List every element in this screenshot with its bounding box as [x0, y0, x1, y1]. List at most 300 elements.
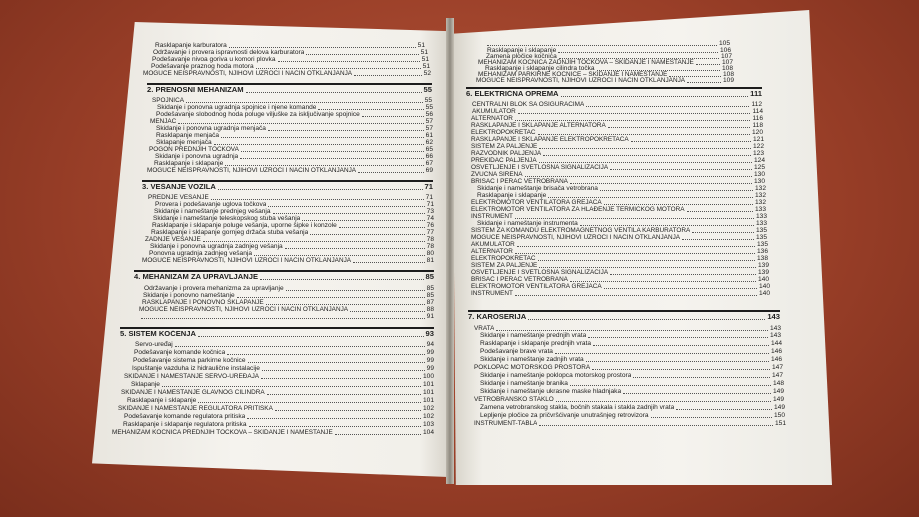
toc-entry — [134, 349, 434, 356]
dot-leader — [586, 361, 769, 362]
toc-entry-title: SPOJNICA — [152, 97, 184, 104]
toc-entry — [139, 313, 434, 320]
toc-page-number: 138 — [756, 255, 768, 262]
toc-entry — [152, 222, 434, 229]
dot-leader — [246, 92, 422, 93]
toc-entry — [155, 201, 434, 208]
toc-entry — [121, 389, 434, 396]
dot-leader — [221, 137, 424, 138]
toc-entry — [471, 269, 769, 276]
dot-leader — [570, 183, 752, 184]
dot-leader — [358, 172, 424, 173]
toc-entry-title: Servo-uređaj — [135, 341, 173, 348]
toc-entry-title: 2. PRENOSNI MEHANIZAM — [147, 86, 244, 94]
toc-entry-title: INSTRUMENT — [471, 290, 513, 297]
toc-entry-title: ZVUČNA SIRENA — [471, 171, 523, 178]
toc-entry-title: VRATA — [474, 325, 495, 332]
chapter-rule — [147, 83, 432, 85]
dot-leader — [214, 144, 424, 145]
toc-entry-title: Podešavanje sistema parkirne kočnice — [133, 357, 246, 364]
toc-entry-title: Podešavanje slobodnog hoda poluge viljuške za isključivanje spojnice — [156, 111, 360, 118]
dot-leader — [310, 234, 424, 235]
toc-entry — [471, 276, 769, 283]
toc-entry-title: MEHANIZAM PARKIRNE KOČNICE – SKIDANJE I NAMEŠTANJE — [478, 71, 668, 78]
toc-entry-title: Skidanje i ponovno nameštanje — [143, 292, 235, 299]
dot-leader — [515, 295, 757, 296]
toc-entry — [471, 227, 767, 234]
toc-entry — [471, 213, 767, 220]
toc-page-number: 99 — [426, 365, 434, 372]
dot-leader — [593, 345, 769, 346]
toc-page-number: 62 — [425, 139, 433, 146]
toc-entry — [485, 40, 730, 47]
toc-entry-title: ALTERNATOR — [471, 248, 513, 255]
dot-leader — [266, 304, 425, 305]
toc-page-number: 67 — [425, 160, 433, 167]
dot-leader — [362, 116, 424, 117]
toc-entry-title: Skidanje i nameštanje prednjeg vešanja — [154, 208, 271, 215]
toc-entry — [480, 332, 781, 339]
dot-leader — [586, 106, 749, 107]
chapter-heading — [134, 273, 434, 281]
dot-leader — [261, 378, 421, 379]
toc-entry — [471, 171, 765, 178]
toc-page-number: 143 — [769, 332, 781, 339]
dot-leader — [539, 162, 752, 163]
dot-leader — [285, 248, 425, 249]
toc-page-number: 101 — [422, 389, 434, 396]
toc-entry — [471, 199, 766, 206]
toc-entry-title: SISTEM ZA PALJENJE — [471, 143, 538, 150]
toc-entry — [471, 115, 763, 122]
toc-entry — [145, 236, 434, 243]
toc-entry-title: 6. ELEKTRIČNA OPREMA — [466, 90, 559, 98]
toc-page-number: 132 — [754, 185, 766, 192]
dot-leader — [268, 130, 424, 131]
dot-leader — [268, 206, 424, 207]
toc-entry — [123, 421, 434, 428]
toc-entry-title: ALTERNATOR — [471, 115, 513, 122]
dot-leader — [610, 169, 752, 170]
toc-entry — [471, 283, 770, 290]
dot-leader — [335, 434, 421, 435]
dot-leader — [198, 336, 424, 337]
dot-leader — [227, 354, 424, 355]
toc-entry-title: MOGUĆE NEISPRAVNOSTI, NJIHOVI UZROCI I NAČIN OTKLANJANJA — [471, 234, 681, 241]
toc-entry — [477, 220, 767, 227]
toc-entry-title: SISTEM ZA PALJENJE — [471, 262, 538, 269]
toc-entry — [149, 250, 434, 257]
toc-entry — [480, 388, 784, 395]
toc-entry-title: MENJAČ — [150, 118, 177, 125]
toc-entry — [139, 306, 434, 313]
dot-leader — [543, 155, 751, 156]
toc-entry-title: Rasklapanje i sklapanje gornjeg držača stuba vešanja — [151, 229, 309, 236]
toc-page-number: 93 — [425, 329, 434, 338]
toc-entry-title: Rasklapanje i sklapanje regulatora pritiska — [123, 421, 247, 428]
dot-leader — [525, 176, 752, 177]
toc-entry — [143, 292, 434, 299]
chapter-heading — [147, 86, 432, 94]
toc-entry-title: OSVETLJENJE I SVETLOSNA SIGNALIZACIJA — [471, 269, 609, 276]
toc-page-number: 147 — [771, 364, 783, 371]
toc-entry-title: Skidanje i nameštanje ukrasne maske hladnjaka — [480, 388, 622, 395]
dot-leader — [353, 262, 425, 263]
toc-entry-title: Rasklapanje i sklapanje — [487, 47, 557, 54]
toc-entry — [152, 97, 432, 104]
toc-entry — [471, 178, 765, 185]
toc-entry — [471, 150, 764, 157]
toc-entry — [154, 208, 434, 215]
dot-leader — [676, 409, 772, 410]
toc-page-number: 143 — [767, 312, 780, 321]
toc-entry-title: Skidanje i nameštanje instrumenta — [477, 220, 578, 227]
toc-entry-title: SISTEM ZA KOMANDU ELEKTROMAGNETNOG VENTILA KARBURATORA — [471, 227, 691, 234]
toc-page-number: 107 — [720, 53, 732, 60]
toc-entry — [151, 229, 434, 236]
toc-entry-title: ZADNJE VEŠANJE — [145, 236, 201, 243]
toc-entry-title: Skidanje i ponovna ugradnja menjača — [156, 125, 266, 132]
toc-page-number: 99 — [426, 357, 434, 364]
toc-entry-title: Rasklapanje i sklapanje cilindra točka — [485, 65, 595, 72]
toc-entry — [480, 372, 783, 379]
toc-entry-title: Podešavanje komande regulatora pritiska — [124, 413, 246, 420]
dot-leader — [556, 401, 771, 402]
toc-page-number: 51 — [420, 49, 428, 56]
dot-leader — [350, 311, 425, 312]
toc-entry-title: 7. KAROSERIJA — [468, 313, 527, 321]
toc-entry-title: RAZVODNIK PALJENJA — [471, 150, 542, 157]
dot-leader — [339, 227, 425, 228]
toc-page-number: 120 — [751, 129, 763, 136]
dot-leader — [487, 45, 717, 46]
toc-entry — [124, 373, 434, 380]
toc-entry-title: AKUMULATOR — [472, 108, 516, 115]
toc-page-number: 143 — [769, 325, 781, 332]
toc-page-number: 55 — [425, 104, 433, 111]
toc-page-number: 140 — [757, 276, 769, 283]
toc-entry — [147, 167, 433, 174]
dot-leader — [651, 417, 772, 418]
toc-entry-title: Lepljenje pločice za pričvršćivanje unutrašnjeg retrovizora — [480, 412, 649, 419]
toc-page-number: 122 — [752, 143, 764, 150]
dot-leader — [278, 61, 420, 62]
toc-entry-title: RASKLAPANJE I PONOVNO SKLAPANJE — [142, 299, 264, 306]
toc-entry — [150, 243, 434, 250]
toc-page-number: 66 — [425, 153, 433, 160]
toc-entry-title: OSVETLJENJE I SVETLOSNA SIGNALIZACIJA — [471, 164, 609, 171]
toc-page-number: 76 — [426, 222, 434, 229]
dot-leader — [256, 68, 421, 69]
toc-entry — [474, 420, 786, 427]
toc-entry-title: ELEKTROPOKRETAČ — [471, 255, 536, 262]
toc-entry-title: Sklapanje — [131, 381, 160, 388]
toc-entry-title: Zamena vetrobranskog stakla, bočnih stakala i stakla zadnjih vrata — [480, 404, 675, 411]
toc-entry-title: 3. VEŠANJE VOZILA — [142, 183, 216, 191]
dot-leader — [496, 330, 768, 331]
toc-entry — [148, 194, 433, 201]
toc-entry — [471, 290, 770, 297]
toc-entry-title: Skidanje i ponovna ugradnja — [155, 153, 239, 160]
dot-leader — [592, 369, 770, 370]
toc-entry-title: Rasklapanje i sklapanje — [127, 397, 197, 404]
dot-leader — [687, 211, 753, 212]
dot-leader — [254, 255, 425, 256]
toc-entry-title: VETROBRANSKO STAKLO — [474, 396, 554, 403]
toc-entry — [142, 299, 434, 306]
toc-entry — [471, 262, 769, 269]
dot-leader — [600, 190, 753, 191]
toc-entry — [477, 185, 766, 192]
dot-leader — [247, 418, 421, 419]
toc-page-number: 147 — [771, 372, 783, 379]
toc-entry-title: MEHANIZAM KOČNICA PREDNJIH TOČKOVA – SKIDANJE I NAMEŠTANJE — [112, 429, 333, 436]
toc-entry — [480, 348, 782, 355]
toc-entry-title: PREDNJE VEŠANJE — [148, 194, 209, 201]
toc-page-number: 80 — [426, 250, 434, 257]
toc-page-number: 101 — [422, 381, 434, 388]
toc-entry-title: PREKIDAČ PALJENJA — [471, 157, 537, 164]
dot-leader — [141, 318, 425, 319]
toc-entry — [474, 396, 784, 403]
toc-page-number: 151 — [774, 420, 786, 427]
dot-leader — [515, 218, 754, 219]
toc-entry — [149, 146, 433, 153]
toc-entry-title: Provera i podešavanje uglova točkova — [155, 201, 267, 208]
toc-page-number: 87 — [426, 299, 434, 306]
toc-page-number: 55 — [423, 85, 432, 94]
dot-leader — [538, 134, 750, 135]
toc-entry — [144, 285, 434, 292]
toc-entry — [471, 241, 768, 248]
toc-page-number: 148 — [772, 380, 784, 387]
dot-leader — [604, 204, 753, 205]
dot-leader — [518, 113, 751, 114]
toc-page-number: 94 — [426, 341, 434, 348]
toc-page-number: 124 — [753, 157, 765, 164]
dot-leader — [306, 54, 418, 55]
toc-page-number: 135 — [756, 241, 768, 248]
dot-leader — [570, 385, 771, 386]
chapter-heading — [466, 90, 762, 98]
toc-entry-title: INSTRUMENT — [471, 213, 513, 220]
toc-page-number: 55 — [424, 97, 432, 104]
toc-entry-title: Ispuštanje vazduha iz hidraulične instalacije — [132, 365, 260, 372]
toc-page-number: 107 — [721, 59, 733, 66]
toc-entry-title: ELEKTROPOKRETAČ — [471, 129, 536, 136]
chapter-heading — [468, 313, 780, 321]
toc-entry-title: Skidanje i nameštanje prednjih vrata — [480, 332, 587, 339]
toc-entry-title: MOGUĆE NEISPRAVNOSTI, NJIHOVI UZROCI I NAČIN OTKLANJANJA — [143, 70, 353, 77]
dot-leader — [273, 213, 425, 214]
toc-entry-title: Održavanje i provera ispravnosti delova karburatora — [153, 49, 305, 56]
dot-leader — [631, 141, 751, 142]
dot-leader — [528, 319, 765, 320]
toc-entry — [155, 42, 425, 49]
toc-entry-title: POGON PREDNJIH TOČKOVA — [149, 146, 239, 153]
toc-entry — [153, 49, 428, 56]
toc-entry — [156, 132, 433, 139]
dot-leader — [178, 123, 423, 124]
dot-leader — [570, 281, 756, 282]
toc-entry-title: RASKLAPANJE I SKLAPANJE ALTERNATORA — [471, 122, 606, 129]
toc-entry-title: Rasklapanje karburatora — [155, 42, 227, 49]
toc-page-number: 103 — [422, 421, 434, 428]
toc-entry — [480, 404, 785, 411]
toc-entry — [157, 104, 433, 111]
toc-page-number: 85 — [425, 272, 434, 281]
toc-page-number: 102 — [422, 405, 434, 412]
toc-entry-title: ELEKTROMOTOR VENTILATORA GREJAČA — [471, 283, 602, 290]
toc-page-number: 99 — [426, 349, 434, 356]
toc-page-number: 51 — [417, 42, 425, 49]
chapter-rule — [134, 270, 434, 272]
toc-entry-title: Skidanje i ponovna ugradnja zadnjeg vešanja — [150, 243, 283, 250]
toc-entry-title: Skidanje i nameštanje brisača vetrobrana — [477, 185, 598, 192]
dot-leader — [237, 297, 425, 298]
dot-leader — [275, 410, 421, 411]
toc-entry — [150, 118, 433, 125]
toc-page-number: 78 — [426, 243, 434, 250]
dot-leader — [610, 274, 756, 275]
dot-leader — [608, 127, 751, 128]
toc-page-number: 133 — [754, 206, 766, 213]
toc-page-number: 100 — [422, 373, 434, 380]
toc-page-number: 133 — [755, 220, 767, 227]
dot-leader — [218, 189, 423, 190]
dot-leader — [203, 241, 425, 242]
toc-entry — [471, 248, 768, 255]
toc-entry-title: Zamena pločice kočnica — [486, 53, 557, 60]
chapter-rule — [466, 87, 762, 89]
dot-leader — [687, 82, 721, 83]
toc-entry-title: Podešavanje nivoa goriva u komori plovka — [152, 56, 276, 63]
toc-entry — [471, 206, 766, 213]
toc-entry-title: Rasklapanje i sklapanje — [477, 192, 547, 199]
dot-leader — [588, 337, 768, 338]
dot-leader — [262, 370, 425, 371]
toc-entry-title: INSTRUMENT-TABLA — [474, 420, 538, 427]
toc-page-number: 74 — [426, 215, 434, 222]
dot-leader — [260, 279, 424, 280]
toc-page-number: 101 — [422, 397, 434, 404]
toc-entry — [471, 164, 765, 171]
toc-entry-title: BRISAČ I PERAČ VETROBRANA — [471, 276, 568, 283]
toc-entry — [135, 341, 434, 348]
dot-leader — [241, 151, 424, 152]
toc-page-number: 130 — [753, 178, 765, 185]
dot-leader — [692, 232, 754, 233]
toc-page-number: 112 — [751, 101, 762, 108]
toc-page-number: 85 — [426, 285, 434, 292]
dot-leader — [604, 288, 757, 289]
toc-page-number: 65 — [425, 146, 433, 153]
dot-leader — [186, 102, 423, 103]
toc-page-number: 136 — [756, 248, 768, 255]
dot-leader — [354, 75, 422, 76]
toc-page-number: 132 — [754, 199, 766, 206]
toc-entry — [155, 153, 433, 160]
toc-entry-title: MOGUĆE NEISPRAVNOSTI, NJIHOVI UZROCI I NAČIN OTKLANJANJA — [476, 77, 686, 84]
toc-page-number: 61 — [425, 132, 433, 139]
dot-leader — [286, 290, 425, 291]
toc-page-number: 91 — [426, 313, 434, 320]
toc-page-number: 111 — [750, 89, 762, 98]
toc-entry-title: BRISAČ I PERAČ VETROBRANA — [471, 178, 568, 185]
toc-page-number: 140 — [758, 290, 770, 297]
toc-page-number: 57 — [425, 118, 433, 125]
dot-leader — [517, 246, 755, 247]
toc-entry — [472, 101, 762, 108]
toc-entry-title: Održavanje i provera mehanizma za upravljanje — [144, 285, 284, 292]
toc-entry-title: Skidanje i nameštanje poklopca motorskog prostora — [480, 372, 632, 379]
toc-entry — [471, 157, 765, 164]
toc-entry — [112, 429, 434, 436]
chapter-rule — [468, 310, 780, 312]
toc-page-number: 118 — [752, 122, 763, 129]
toc-page-number: 149 — [772, 388, 784, 395]
toc-entry — [127, 397, 434, 404]
toc-entry-title: Skidanje i ponovna ugradnja spojnice i njene komande — [157, 104, 317, 111]
toc-page-number: 149 — [773, 404, 785, 411]
toc-entry — [133, 357, 434, 364]
toc-entry-title: AKUMULATOR — [471, 241, 515, 248]
dot-leader — [267, 394, 421, 395]
toc-entry-title: Podešavanje komande kočnica — [134, 349, 226, 356]
toc-entry-title: Skidanje i nameštanje zadnjih vrata — [480, 356, 584, 363]
toc-entry — [156, 139, 433, 146]
toc-entry — [474, 325, 781, 332]
toc-page-number: 57 — [425, 125, 433, 132]
toc-page-number: 71 — [426, 201, 434, 208]
dot-leader — [539, 425, 773, 426]
chapter-heading — [142, 183, 433, 191]
toc-entry-title: Rasklapanje i sklapanje — [154, 160, 224, 167]
toc-entry — [131, 381, 434, 388]
chapter-rule — [142, 180, 433, 182]
toc-entry-title: Skidanje i nameštanje teleskopskog stuba vešanja — [153, 215, 301, 222]
toc-entry-title: MOGUĆE NEISPRAVNOSTI, NJIHOVI UZROCI I NAČIN OTKLANJANJA — [139, 306, 349, 313]
dot-leader — [539, 148, 751, 149]
dot-leader — [240, 158, 423, 159]
toc-entry-title: SKIDANJE I NAMEŠTANJE SERVO-UREĐAJA — [124, 373, 260, 380]
toc-entry-title: CENTRALNI BLOK SA OSIGURAČIMA — [472, 101, 585, 108]
toc-entry-title: MOGUĆE NEISPRAVNOSTI, NJIHOVI UZROCI I NAČIN OTKLANJANJA — [142, 257, 352, 264]
toc-entry — [480, 380, 784, 387]
toc-page-number: 116 — [752, 115, 763, 122]
toc-entry-title: Rasklapanje i sklapanje prednjih vrata — [480, 340, 592, 347]
toc-entry-title: Podešavanje brave vrata — [480, 348, 553, 355]
toc-entry — [471, 234, 767, 241]
toc-entry — [471, 136, 764, 143]
toc-entry-title: 5. SISTEM KOČENJA — [120, 330, 196, 338]
toc-page-number: 56 — [425, 111, 433, 118]
toc-entry-title: Skidanje i nameštanje branika — [480, 380, 568, 387]
toc-page-number: 139 — [757, 269, 769, 276]
toc-entry — [474, 364, 783, 371]
book-spine — [446, 18, 454, 484]
toc-page-number: 146 — [770, 356, 782, 363]
toc-entry — [480, 356, 782, 363]
toc-entry-title: Rasklapanje menjača — [156, 132, 220, 139]
toc-page-number: 135 — [755, 227, 767, 234]
toc-page-number: 88 — [426, 306, 434, 313]
toc-entry — [143, 70, 431, 77]
toc-page-number: 140 — [758, 283, 770, 290]
toc-entry — [472, 108, 763, 115]
toc-entry-title: Podešavanje praznog hoda motora — [151, 63, 254, 70]
toc-entry — [153, 215, 434, 222]
